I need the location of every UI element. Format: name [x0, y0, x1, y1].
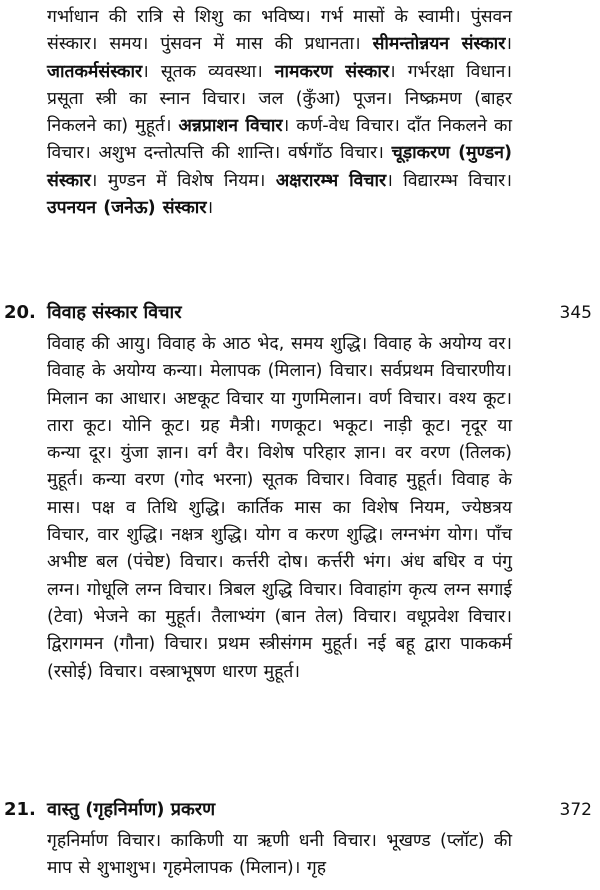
bold-entry-text: अक्षरारम्भ विचार: [275, 170, 387, 191]
section-heading-20: [0, 299, 600, 327]
section-title: विवाह संस्कार विचार: [47, 302, 182, 323]
section-number: 21.: [4, 799, 36, 820]
bold-entry-text: सीमन्तोन्नयन संस्कार: [372, 34, 506, 55]
bold-entry-text: अन्नप्राशन विचार: [178, 116, 283, 137]
section-page-number: 372: [559, 800, 592, 820]
entry-text: ।: [206, 198, 214, 219]
section-page-number: 345: [559, 303, 592, 323]
entry-text: गर्भाधान की रात्रि से शिशु का भविष्य। गर्भ मासों के स्वामी। पुंसवन संस्कार। समय। पुंसवन में मास की प्रधानता।: [47, 7, 512, 55]
bold-entry-text: उपनयन (जनेऊ) संस्कार: [47, 198, 207, 219]
section-number: 20.: [4, 302, 36, 323]
entry-text: । मुण्डन में विशेष नियम।: [90, 170, 276, 191]
entry-text: विवाह की आयु। विवाह के आठ भेद, समय शुद्धि। विवाह के अयोग्य वर। विवाह के अयोग्य कन्या। मेलापक (मिलान) विचार। सर्वप्रथम विचारणीय। मिलान का आधार। अष्टकूट विचार या गुणमिलान। वर्ण विचार। वश्य कूट। तारा कूट। योनि कूट। ग्रह मैत्री। गणकूट। भकूट। नाड़ी कूट। नृदूर या कन्या दूर। युंजा ज्ञान। वर्ग वैर। विशेष परिहार ज्ञान। वर वरण (तिलक) मुहूर्त। कन्या वरण (गोद भरना) सूतक विचार। विवाह मुहूर्त। विवाह के मास। पक्ष व तिथि शुद्धि। कार्तिक मास का विशेष नियम, ज्येष्ठत्रय विचार, वार शुद्धि। नक्षत्र शुद्धि। योग व करण शुद्धि। लग्नभंग योग। पाँच अभीष्ट बल (पंचेष्ट) विचार। कर्त्तरी दोष। कर्त्तरी भंग। अंध बधिर व पंगु लग्न। गोधूलि लग्न विचार। त्रिबल शुद्धि विचार। विवाहांग कृत्य लग्न सगाई (टेवा) भेजने का मुहूर्त। तैलाभ्यंग (बान तेल) विचार। वधूप्रवेश विचार। द्विरागमन (गौना) विचार। प्रथम स्त्रीसंगम मुहूर्त। नई बहू द्वारा पाककर्म (रसोई) विचार। वस्त्राभूषण धारण मुहूर्त।: [47, 334, 512, 682]
section-heading-21: [0, 796, 600, 824]
intro-paragraph: [47, 4, 512, 222]
bold-entry-text: जातकर्मसंस्कार: [47, 61, 143, 82]
entry-text: । सूतक व्यवस्था।: [142, 61, 275, 82]
section-21-paragraph: [47, 828, 512, 883]
section-title: वास्तु (गृहनिर्माण) प्रकरण: [47, 799, 216, 820]
bold-entry-text: नामकरण संस्कार: [274, 61, 390, 82]
section-20-paragraph: [47, 331, 512, 686]
entry-text: ।: [505, 34, 512, 55]
entry-text: । विद्यारम्भ विचार।: [386, 170, 512, 191]
entry-text: । कर्ण-वेध विचार। दाँत निकलने का विचार। अशुभ दन्तोत्पत्ति की शान्ति। वर्षगाँठ विचार।: [47, 116, 512, 164]
bold-entry-text: चूड़ाकरण (मुण्डन) संस्कार: [47, 143, 512, 191]
entry-text: गृहनिर्माण विचार। काकिणी या ऋणी धनी विचार। भूखण्ड (प्लॉट) की माप से शुभाशुभ। गृहमेलापक (मिलान)। गृह: [47, 831, 512, 879]
entry-text: । गर्भरक्षा विधान। प्रसूता स्त्री का स्नान विचार। जल (कुँआ) पूजन। निष्क्रमण (बाहर निकलने का) मुहूर्त।: [47, 61, 512, 137]
